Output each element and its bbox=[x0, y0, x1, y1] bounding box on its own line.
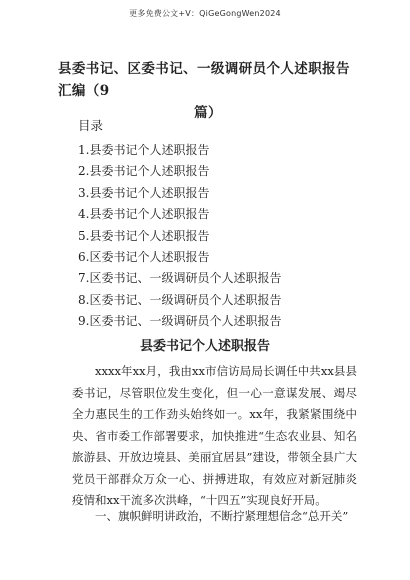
toc-heading: 目录 bbox=[78, 118, 104, 133]
toc-item[interactable]: 4.县委书记个人述职报告 bbox=[78, 207, 210, 222]
toc-item[interactable]: 1.县委书记个人述职报告 bbox=[78, 143, 210, 157]
section-title: 县委书记个人述职报告 bbox=[139, 339, 270, 354]
toc-item[interactable]: 5.县委书记个人述职报告 bbox=[78, 228, 210, 243]
body-paragraph: xxxx年xx月，我由xx市信访局局长调任中共xx县县委书记，尽管职位发生变化，但一心一意谋发展、竭尽全力惠民生的工作劲头始终如一。xx年，我紧紧围绕中央、省市委工作部署要求，加快推进“生态农业县、知名旅游县、开放边境县、美丽宜居县”建设，带领全县广大党员干部群众万众一心、拼搏进取，有效应对新冠肺炎疫情和xx干流多次洪峰，“十四五”实现良好开局。 bbox=[72, 364, 357, 507]
header-note: 更多免费公文+V：QiGeGongWen2024 bbox=[129, 9, 281, 18]
title-line-2: 篇） bbox=[194, 105, 222, 121]
toc-item[interactable]: 3.县委书记个人述职报告 bbox=[78, 185, 210, 200]
toc-item[interactable]: 6.区委书记个人述职报告 bbox=[78, 249, 210, 264]
subheading: 一、旗帜鲜明讲政治，不断拧紧理想信念“总开关” bbox=[95, 509, 349, 523]
document-title bbox=[58, 58, 358, 124]
title-line-1: 县委书记、区委书记、一级调研员个人述职报告汇编（9 bbox=[58, 61, 350, 99]
toc-list bbox=[78, 140, 281, 333]
toc-item[interactable]: 7.区委书记、一级调研员个人述职报告 bbox=[78, 271, 282, 286]
toc-item[interactable]: 8.区委书记、一级调研员个人述职报告 bbox=[78, 292, 282, 307]
toc-item[interactable]: 9.区委书记、一级调研员个人述职报告 bbox=[78, 314, 282, 329]
toc-item[interactable]: 2.县委书记个人述职报告 bbox=[78, 164, 210, 179]
